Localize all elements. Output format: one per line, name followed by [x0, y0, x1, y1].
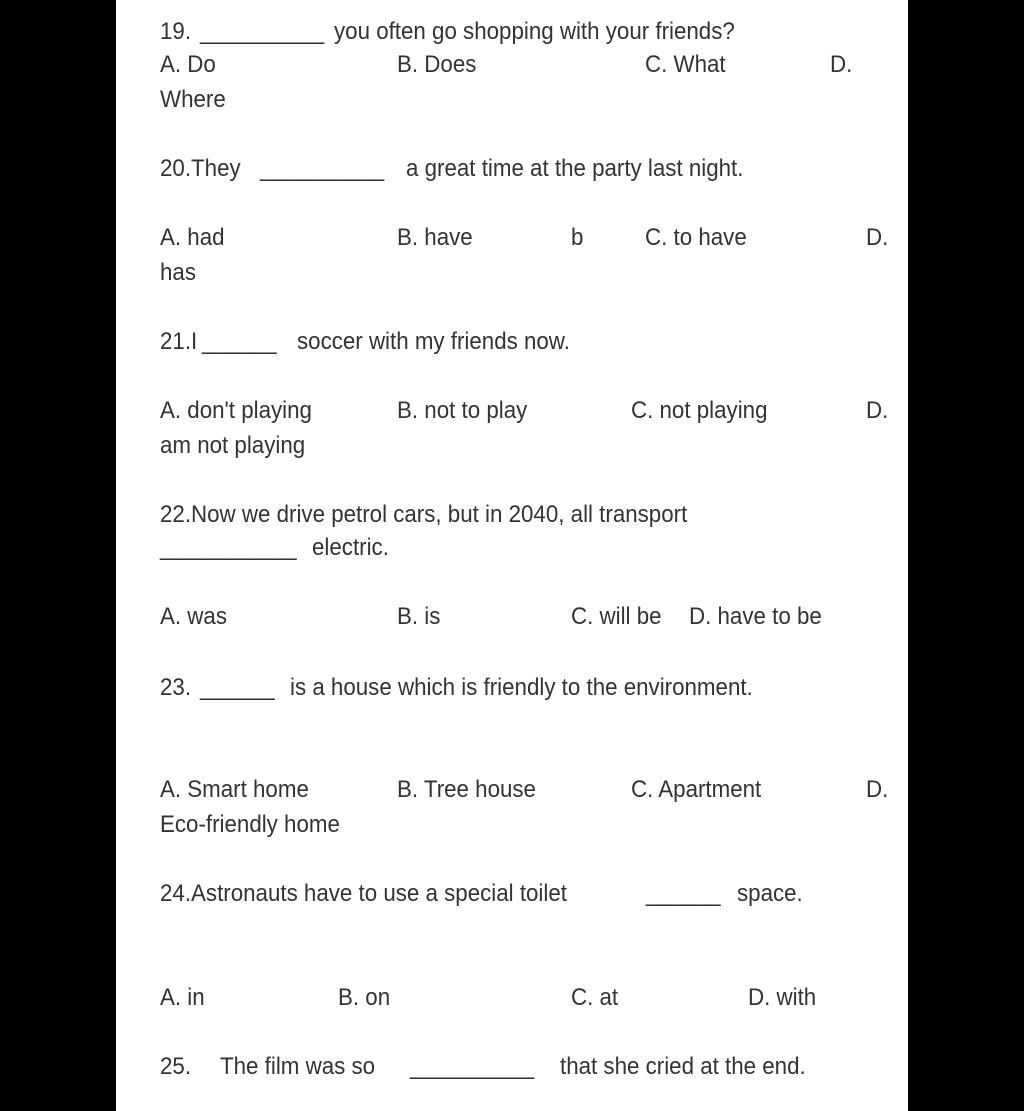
option-d-text: has: [160, 259, 196, 286]
option-c: C. not playing: [631, 397, 768, 424]
option-c: C. at: [571, 984, 619, 1011]
option-a: A. Do: [160, 51, 216, 78]
answer-blank: ______: [646, 880, 721, 907]
option-a: A. in: [160, 984, 205, 1011]
option-d-text: Eco-friendly home: [160, 811, 340, 838]
option-d-label: D.: [866, 224, 889, 251]
question-text: 22.Now we drive petrol cars, but in 2040, all transport: [160, 501, 688, 528]
question-number: 23.: [160, 674, 192, 701]
worksheet-page: [116, 0, 908, 1111]
question-text-end: that she cried at the end.: [560, 1053, 806, 1080]
option-d-text: am not playing: [160, 432, 306, 459]
answer-blank: ______: [200, 674, 275, 701]
question-number: 19.: [160, 18, 192, 45]
answer-blank: __________: [410, 1053, 535, 1080]
question-text: a great time at the party last night.: [406, 155, 744, 182]
question-number: 20.They: [160, 155, 241, 182]
question-number: 25.: [160, 1053, 192, 1080]
answer-blank: __________: [260, 155, 385, 182]
option-c: C. Apartment: [631, 776, 762, 803]
question-text: 24.Astronauts have to use a special toilet: [160, 880, 567, 907]
answer-blank: __________: [200, 18, 325, 45]
option-b: B. Does: [397, 51, 477, 78]
option-d-label: D.: [866, 397, 889, 424]
answer-blank: ______: [202, 328, 277, 355]
option-b: B. Tree house: [397, 776, 536, 803]
option-b: B. not to play: [397, 397, 528, 424]
option-d: D. have to be: [689, 603, 822, 630]
option-b: B. on: [338, 984, 391, 1011]
option-a: A. don't playing: [160, 397, 312, 424]
option-a: A. was: [160, 603, 227, 630]
option-a: A. had: [160, 224, 225, 251]
option-d: D. with: [748, 984, 817, 1011]
question-number: 21.I: [160, 328, 198, 355]
option-d-label: D.: [866, 776, 889, 803]
option-d-text: Where: [160, 86, 226, 113]
option-a: A. Smart home: [160, 776, 309, 803]
stray-text: b: [571, 224, 584, 251]
option-b: B. have: [397, 224, 473, 251]
option-d-label: D.: [830, 51, 853, 78]
question-text-end: space.: [737, 880, 803, 907]
option-c: C. will be: [571, 603, 662, 630]
question-text: is a house which is friendly to the environment.: [290, 674, 753, 701]
question-text: The film was so: [220, 1053, 376, 1080]
option-c: C. to have: [645, 224, 747, 251]
option-b: B. is: [397, 603, 441, 630]
option-c: C. What: [645, 51, 726, 78]
question-text-end: electric.: [312, 534, 389, 561]
question-text: soccer with my friends now.: [297, 328, 570, 355]
question-text: you often go shopping with your friends?: [334, 18, 735, 45]
answer-blank: ___________: [160, 534, 297, 561]
